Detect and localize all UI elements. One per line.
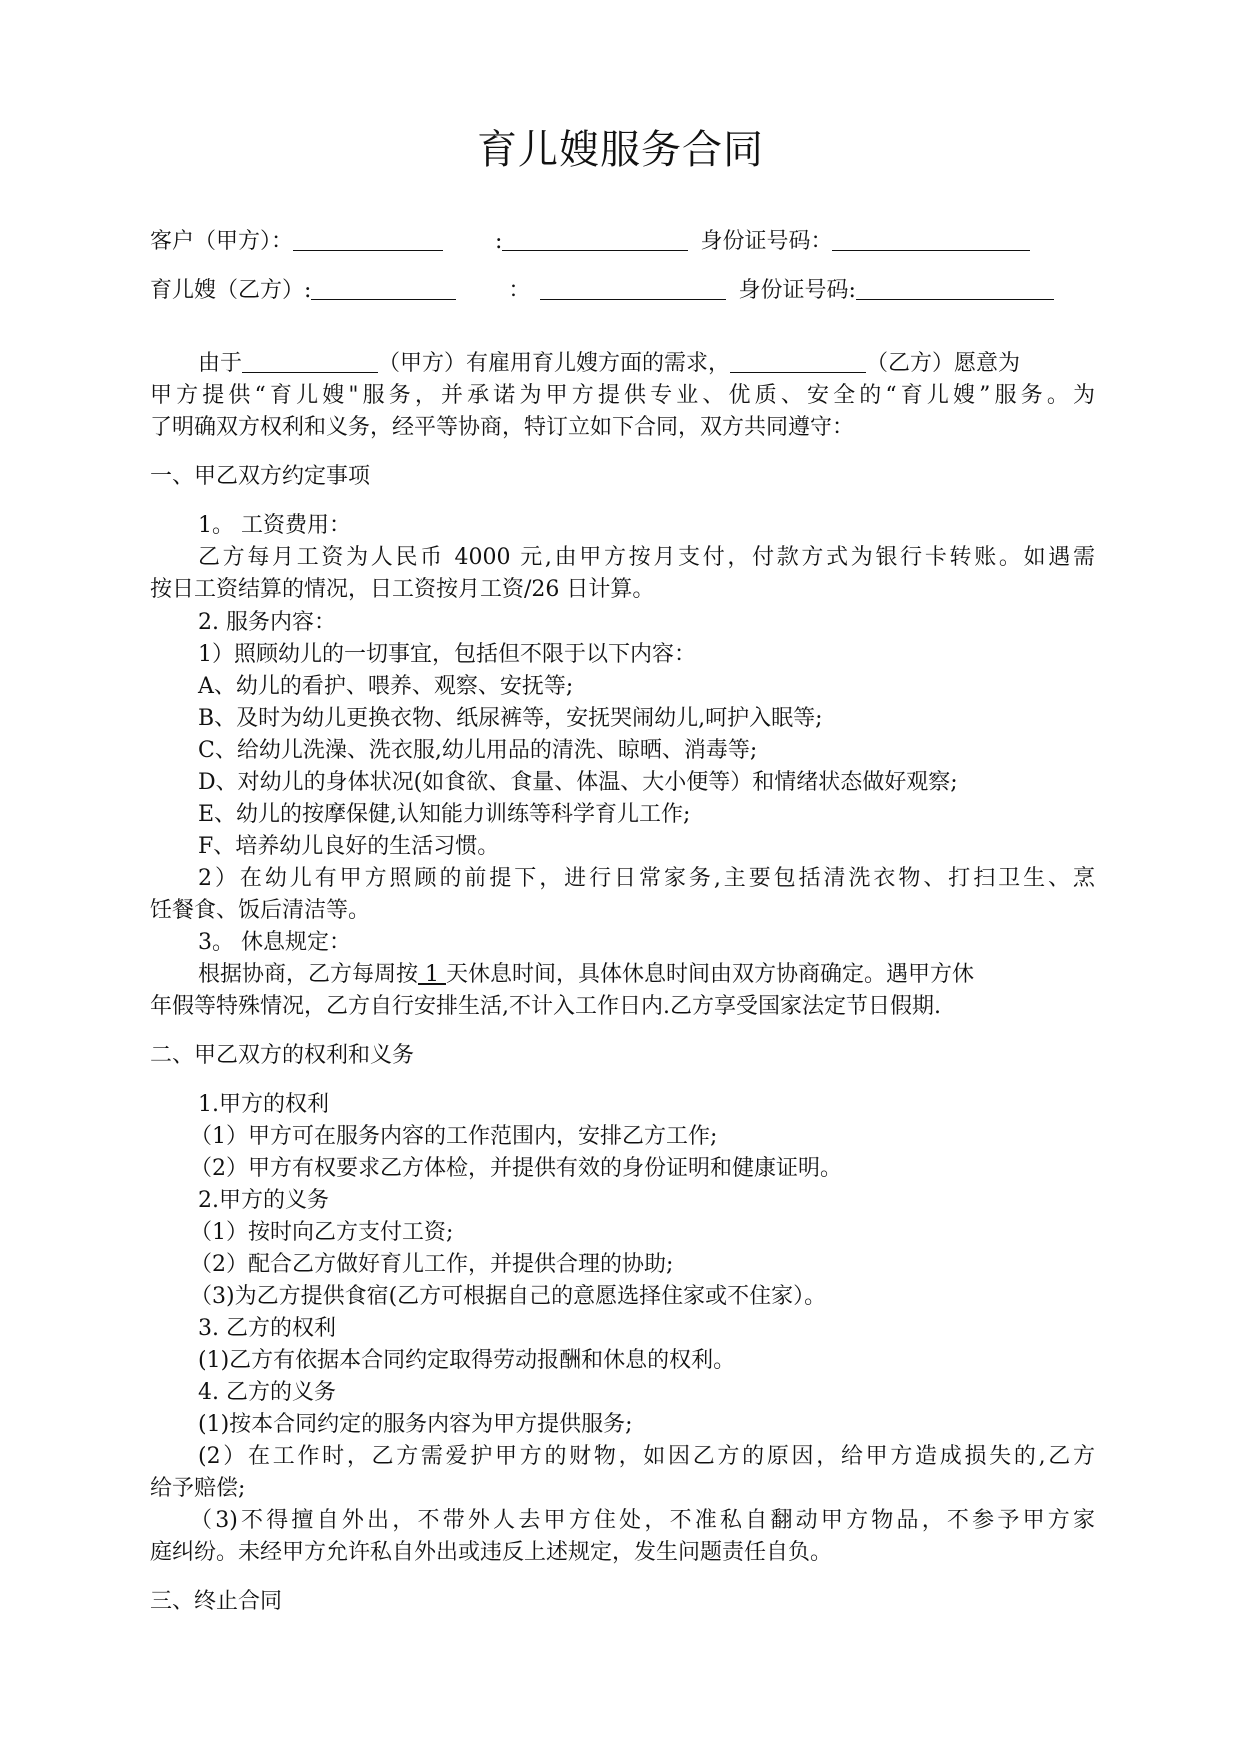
client-phone-blank bbox=[502, 228, 688, 251]
rest-line-1 bbox=[150, 959, 1095, 991]
rest-text-1: 根据协商，乙方每周按 bbox=[198, 962, 419, 987]
item-wage-heading: 1。 工资费用： bbox=[198, 513, 351, 538]
party-b-duty-3-line-1: （3)不得擅自外出，不带外人去甲方住处，不准私自翻动甲方物品，不参予甲方家 bbox=[190, 1508, 1095, 1533]
nanny-label: 育儿嫂（乙方）: bbox=[150, 278, 312, 303]
client-id-label: 身份证号码： bbox=[700, 229, 833, 254]
party-b-duty-1: (1)按本合同约定的服务内容为甲方提供服务; bbox=[198, 1412, 633, 1437]
party-a-duty-1: （1）按时向乙方支付工资; bbox=[190, 1220, 454, 1245]
party-a-duty-2: （2）配合乙方做好育儿工作，并提供合理的协助; bbox=[190, 1252, 674, 1277]
service-item-b: B、及时为幼儿更换衣物、纸尿裤等，安抚哭闹幼儿,呵护入眠等; bbox=[198, 706, 823, 731]
service-item-c: C、给幼儿洗澡、洗衣服,幼儿用品的清洗、晾晒、消毒等; bbox=[198, 738, 758, 763]
nanny-line bbox=[150, 275, 1095, 307]
party-b-duty-2-line-2: 给予赔偿; bbox=[150, 1476, 246, 1501]
client-line bbox=[150, 226, 1095, 258]
party-a-duties-heading: 2.甲方的义务 bbox=[198, 1188, 329, 1213]
item-rest-heading: 3。 休息规定： bbox=[198, 930, 351, 955]
service-sub-2-line-1: 2）在幼儿有甲方照顾的前提下，进行日常家务,主要包括清洗衣物、打扫卫生、烹 bbox=[198, 866, 1095, 891]
party-b-rights-heading: 3. 乙方的权利 bbox=[198, 1316, 336, 1341]
service-item-e: E、幼儿的按摩保健,认知能力训练等科学育儿工作; bbox=[198, 802, 691, 827]
party-a-right-1: （1）甲方可在服务内容的工作范围内，安排乙方工作; bbox=[190, 1124, 718, 1149]
client-colon: : bbox=[495, 229, 503, 254]
party-b-right-1: (1)乙方有依据本合同约定取得劳动报酬和休息的权利。 bbox=[198, 1348, 736, 1373]
intro-line-2: 甲方提供“育儿嫂"服务，并承诺为甲方提供专业、优质、安全的“育儿嫂”服务。为 bbox=[150, 383, 1095, 408]
party-b-blank bbox=[730, 350, 866, 373]
intro-text-1: 由于 bbox=[198, 351, 243, 376]
nanny-id-blank bbox=[856, 277, 1054, 300]
rest-days-value: 1 bbox=[418, 962, 446, 987]
party-b-duties-heading: 4. 乙方的义务 bbox=[198, 1380, 336, 1405]
intro-line-1 bbox=[150, 348, 1095, 380]
service-item-d: D、对幼儿的身体状况(如食欲、食量、体温、大小便等）和情绪状态做好观察; bbox=[198, 770, 958, 795]
nanny-colon: ： bbox=[508, 278, 531, 303]
nanny-name-blank bbox=[311, 277, 456, 300]
document-title: 育儿嫂服务合同 bbox=[477, 127, 764, 173]
section-1-heading: 一、甲乙双方约定事项 bbox=[150, 464, 371, 489]
client-label: 客户（甲方）： bbox=[150, 229, 294, 254]
intro-text-3: （乙方）愿意为 bbox=[866, 351, 1021, 376]
section-3-heading: 三、终止合同 bbox=[150, 1589, 283, 1614]
party-a-right-2: （2）甲方有权要求乙方体检，并提供有效的身份证明和健康证明。 bbox=[190, 1156, 842, 1181]
client-name-blank bbox=[293, 228, 443, 251]
service-sub-1: 1）照顾幼儿的一切事宜，包括但不限于以下内容： bbox=[198, 642, 696, 667]
nanny-id-label: 身份证号码: bbox=[738, 278, 856, 303]
rest-text-2: 天休息时间，具体休息时间由双方协商确定。遇甲方休 bbox=[446, 962, 975, 987]
intro-text-2: （甲方）有雇用育儿嫂方面的需求， bbox=[378, 351, 731, 376]
client-id-blank bbox=[832, 228, 1030, 251]
section-2-heading: 二、甲乙双方的权利和义务 bbox=[150, 1043, 415, 1068]
wage-line-1: 乙方每月工资为人民币 4000 元,由甲方按月支付，付款方式为银行卡转账。如遇需 bbox=[198, 545, 1095, 570]
wage-line-2: 按日工资结算的情况，日工资按月工资/26 日计算。 bbox=[150, 577, 655, 602]
service-sub-2-line-2: 饪餐食、饭后清洁等。 bbox=[150, 898, 371, 923]
party-a-duty-3: （3)为乙方提供食宿(乙方可根据自己的意愿选择住家或不住家）。 bbox=[190, 1284, 827, 1309]
party-a-blank bbox=[242, 350, 378, 373]
nanny-phone-blank bbox=[540, 277, 726, 300]
service-item-f: F、培养幼儿良好的生活习惯。 bbox=[198, 834, 500, 859]
rest-line-2: 年假等特殊情况，乙方自行安排生活,不计入工作日内.乙方享受国家法定节日假期. bbox=[150, 994, 941, 1019]
item-service-heading: 2. 服务内容： bbox=[198, 610, 336, 635]
service-item-a: A、幼儿的看护、喂养、观察、安抚等; bbox=[198, 674, 574, 699]
party-b-duty-2-line-1: (2）在工作时，乙方需爱护甲方的财物，如因乙方的原因，给甲方造成损失的,乙方 bbox=[198, 1444, 1095, 1469]
party-a-rights-heading: 1.甲方的权利 bbox=[198, 1092, 329, 1117]
intro-line-3: 了明确双方权利和义务，经平等协商，特订立如下合同，双方共同遵守： bbox=[150, 415, 855, 440]
party-b-duty-3-line-2: 庭纠纷。未经甲方允许私自外出或违反上述规定，发生问题责任自负。 bbox=[150, 1540, 833, 1565]
